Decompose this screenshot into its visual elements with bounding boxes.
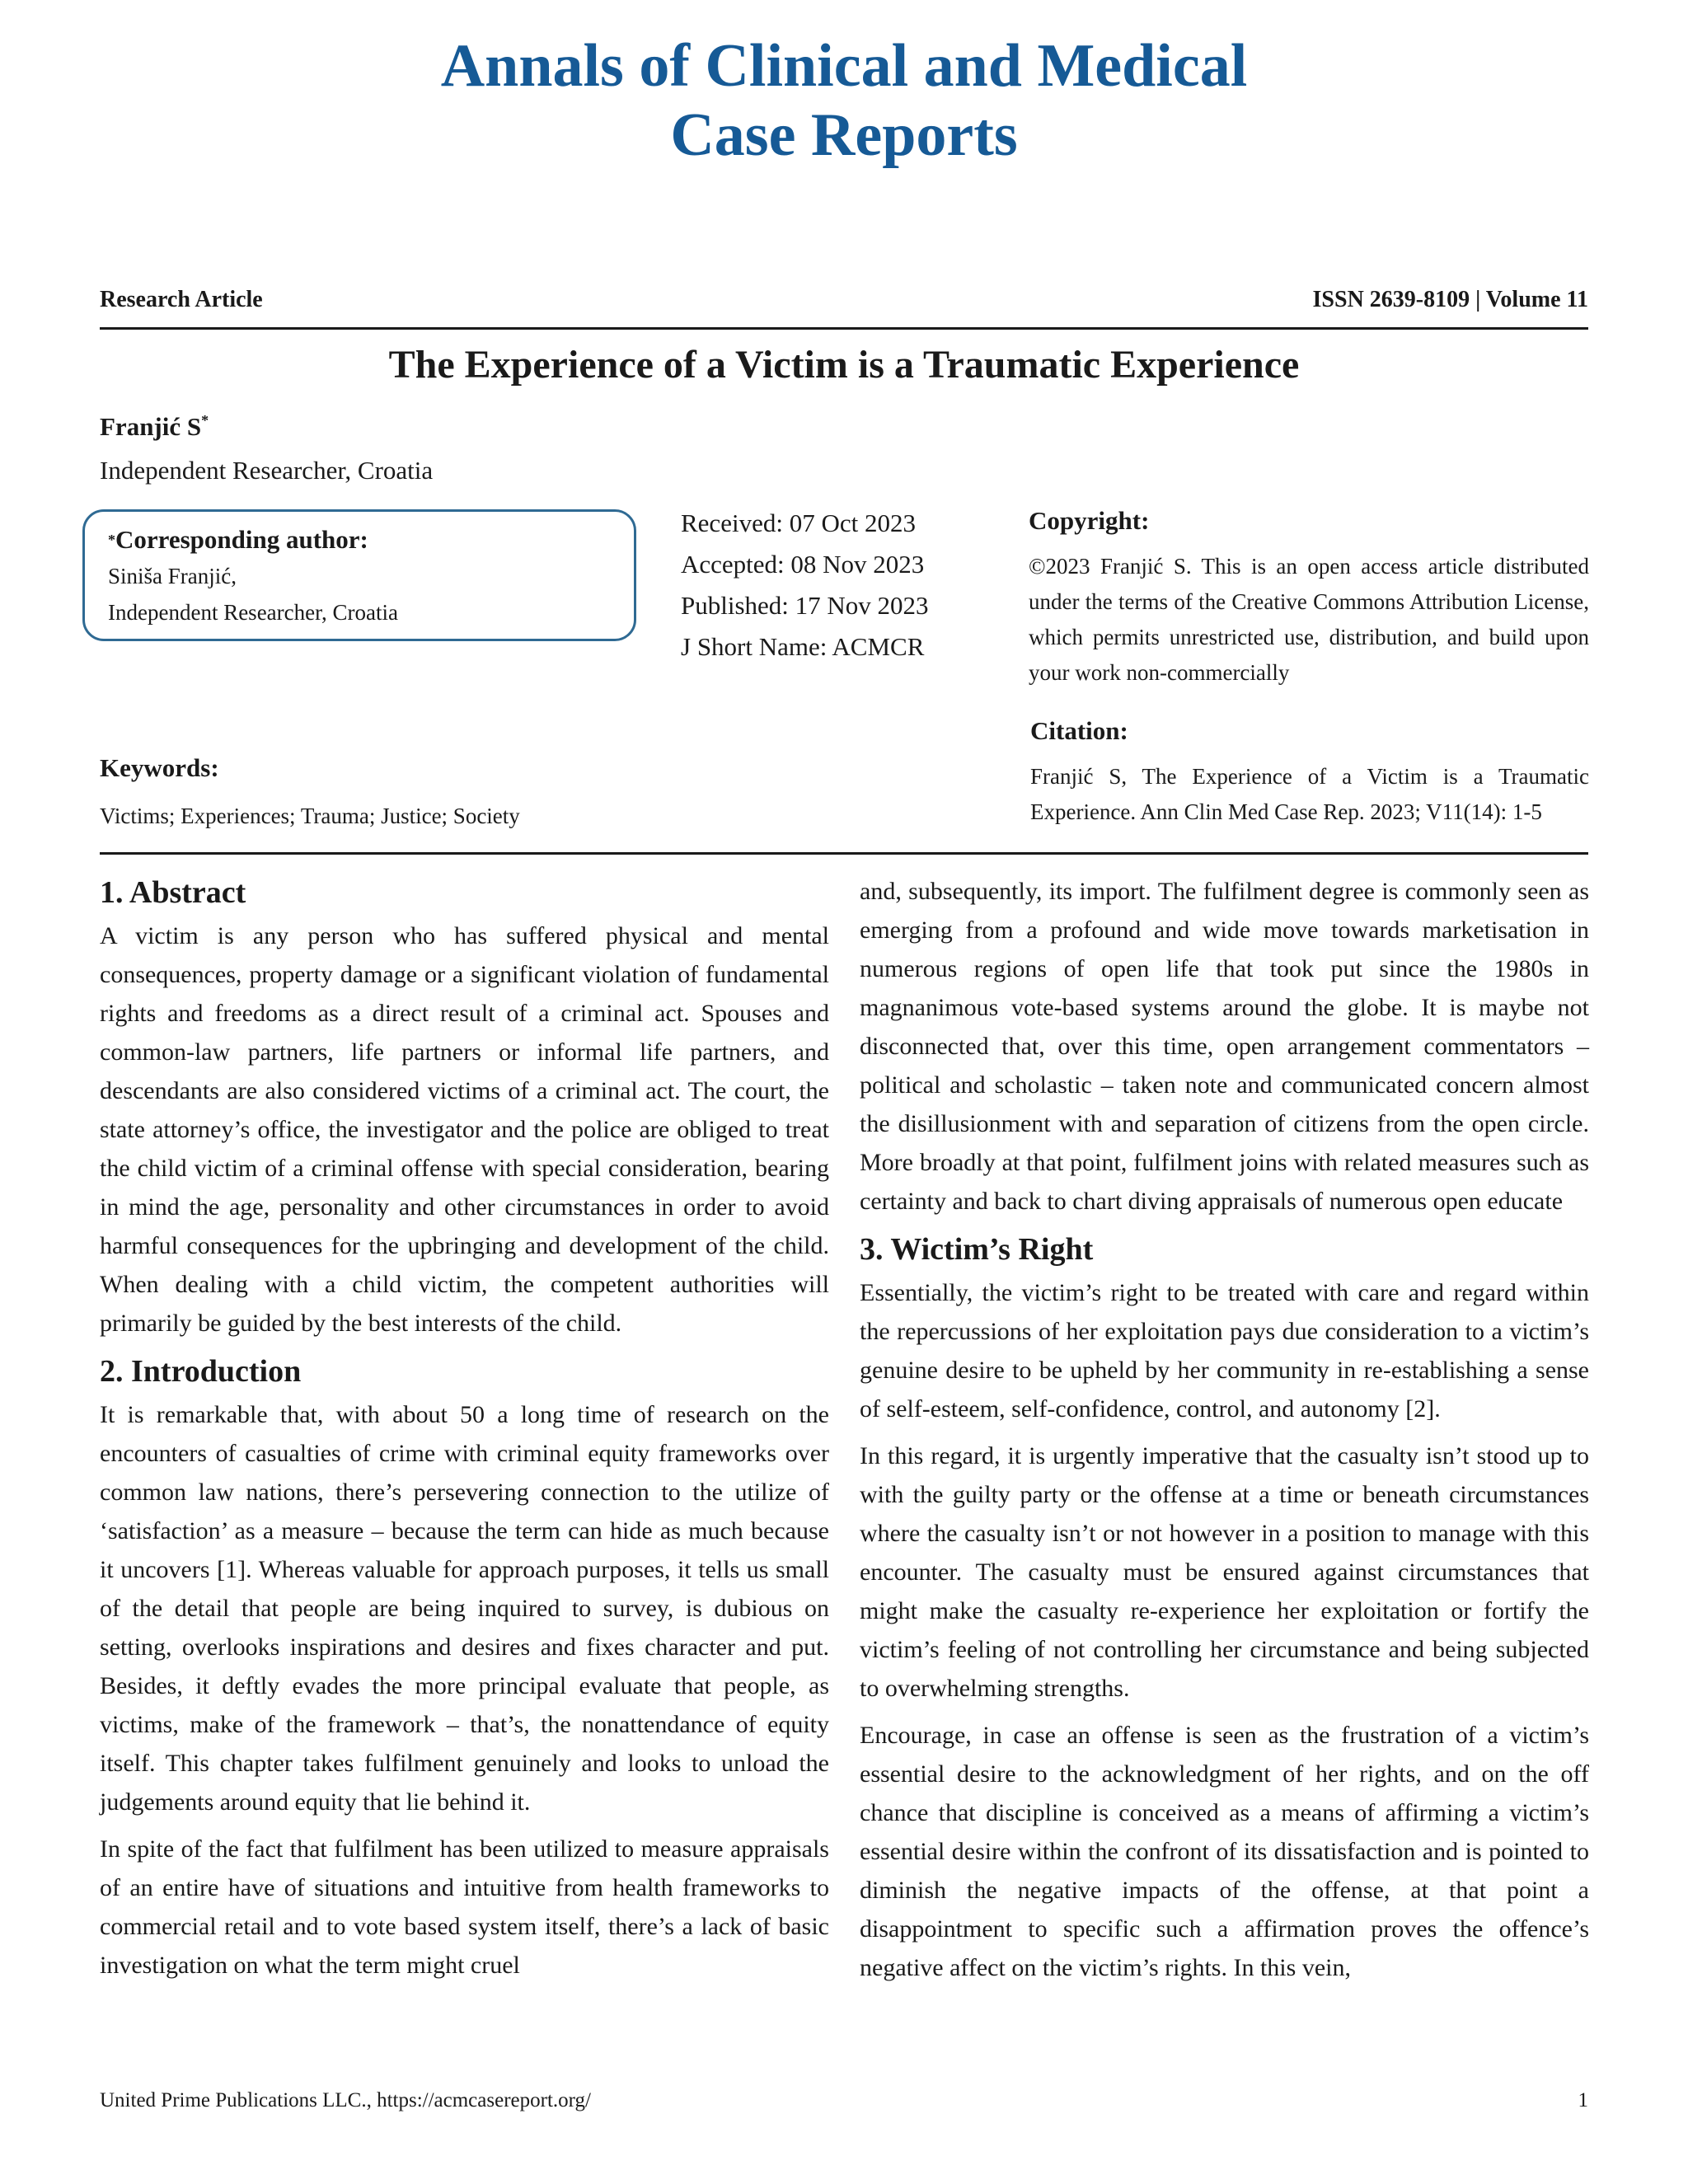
introduction-paragraph-1: It is remarkable that, with about 50 a long time of research on the encounters of casualties of crime with criminal equity frameworks over common law nations, there’s persevering connection to the utilize of ‘satisfaction’ as a measure – because the term can hide as much because it uncovers [1]. Whereas valuable for approach purposes, it tells us small of the detail that people are being inquired to survey, is dubious on setting, overlooks inspirations and desires and fixes character and put. Besides, it deftly evades the more principal evaluate that people, as victims, make of the framework – that’s, the nonattendance of equity itself. This chapter takes fulfilment genuinely and looks to unload the judgements around equity that lie behind it. <box>100 1401 829 1816</box>
keywords-heading: Keywords: <box>100 753 219 782</box>
corresponding-author-box <box>82 509 636 641</box>
abstract-heading: 1. Abstract <box>100 875 246 910</box>
abstract-paragraph: A victim is any person who has suffered physical and mental consequences, property damage or a significant violation of fundamental rights and freedoms as a direct result of a criminal act. Spouses and common-law partners, life partners or informal life partners, and descendants are also considered victims of a criminal act. The court, the state attorney’s office, the investigator and the police are obliged to treat the child victim of a criminal offense with special consideration, bearing in mind the age, personality and other circumstances in order to avoid harmful consequences for the upbringing and development of the child. When dealing with a child victim, the competent authorities will primarily be guided by the best interests of the child. <box>100 922 829 1337</box>
author-name <box>100 412 209 442</box>
victims-right-paragraph-3: Encourage, in case an offense is seen as the frustration of a victim’s essential desire to the acknowledgment of her rights, and on the off chance that discipline is conceived as a means of affirming a victim’s essential desire within the confront of its dissatisfaction and is pointed to diminish the negative impacts of the offense, at that point a disappointment to specific such a affirmation proves the offence’s negative affect on the victim’s rights. In this vein, <box>860 1722 1589 1981</box>
citation-heading: Citation: <box>1030 716 1128 745</box>
article-header-row <box>100 287 1588 313</box>
copyright-block <box>1029 503 1589 691</box>
footer-publisher: United Prime Publications LLC., https://acmcasereport.org/ <box>100 2089 591 2111</box>
corresponding-author-affiliation: Independent Researcher, Croatia <box>108 600 399 625</box>
body-divider <box>100 852 1588 855</box>
page-number: 1 <box>1578 2089 1588 2111</box>
right-column <box>860 872 1589 1995</box>
corresponding-heading-text: Corresponding author: <box>115 525 368 554</box>
journal-short-name: J Short Name: ACMCR <box>681 632 925 661</box>
journal-title-line-2: Case Reports <box>670 101 1018 169</box>
article-type: Research Article <box>100 287 263 312</box>
corresponding-mark: * <box>108 532 115 548</box>
published-date: Published: 17 Nov 2023 <box>681 591 929 620</box>
corresponding-author-name: Siniša Franjić, <box>108 564 237 588</box>
author-name-text: Franjić S <box>100 412 202 441</box>
keywords-block <box>100 750 520 834</box>
victims-right-heading: 3. Wictim’s Right <box>860 1232 1094 1267</box>
article-title: The Experience of a Victim is a Traumatic Experience <box>388 343 1300 387</box>
introduction-paragraph-2-continued: and, subsequently, its import. The fulfilment degree is commonly seen as emerging from a profound and wide move towards marketisation in numerous regions of open life that took put since the 1980s in magnanimous vote-based systems around the globe. It is maybe not disconnected that, over this time, open arrangement commentators – political and scholastic – taken note and communicated concern almost the disillusionment with and separation of citizens from the open circle. More broadly at that point, fulfilment joins with related measures such as certainty and back to chart diving appraisals of numerous open educate <box>860 878 1589 1215</box>
header-divider <box>100 327 1588 330</box>
received-date: Received: 07 Oct 2023 <box>681 509 916 537</box>
article-dates <box>681 503 929 668</box>
corresponding-author-heading <box>108 522 634 558</box>
issn-volume: ISSN 2639-8109 | Volume 11 <box>1312 287 1588 312</box>
copyright-text: ©2023 Franjić S. This is an open access article distributed under the terms of the Creative Commons Attribution License, which permits unrestricted use, distribution, and build upon your work non-commercially <box>1029 554 1589 685</box>
author-mark: * <box>201 412 209 429</box>
journal-title-line-1: Annals of Clinical and Medical <box>440 32 1248 100</box>
citation-text: Franjić S, The Experience of a Victim is a Traumatic Experience. Ann Clin Med Case Rep. 2023; V11(14): 1-5 <box>1030 764 1589 824</box>
victims-right-paragraph-2: In this regard, it is urgently imperative that the casualty isn’t stood up to with the guilty party or the offense at a time or beneath circumstances where the casualty isn’t or not however in a position to manage with this encounter. The casualty must be ensured against circumstances that might make the casualty re-experience her exploitation or fortify the victim’s feeling of not controlling her circumstance and being subjected to overwhelming strengths. <box>860 1442 1589 1702</box>
keywords-text: Victims; Experiences; Trauma; Justice; Society <box>100 804 520 828</box>
accepted-date: Accepted: 08 Nov 2023 <box>681 550 925 579</box>
citation-block <box>1030 713 1589 830</box>
left-column <box>100 872 829 1993</box>
introduction-heading: 2. Introduction <box>100 1354 302 1389</box>
introduction-paragraph-2: In spite of the fact that fulfilment has been utilized to measure appraisals of an entire have of situations and intuitive from health frameworks to commercial retail and to vote based system itself, there’s a lack of basic investigation on what the term might cruel <box>100 1835 829 1979</box>
copyright-heading: Copyright: <box>1029 506 1150 535</box>
author-affiliation: Independent Researcher, Croatia <box>100 456 434 485</box>
victims-right-paragraph-1: Essentially, the victim’s right to be treated with care and regard within the repercussions of her exploitation pays due consideration to a victim’s genuine desire to be upheld by her community in re-establishing a sense of self-esteem, self-confidence, control, and autonomy [2]. <box>860 1279 1589 1422</box>
journal-title <box>0 31 1688 170</box>
